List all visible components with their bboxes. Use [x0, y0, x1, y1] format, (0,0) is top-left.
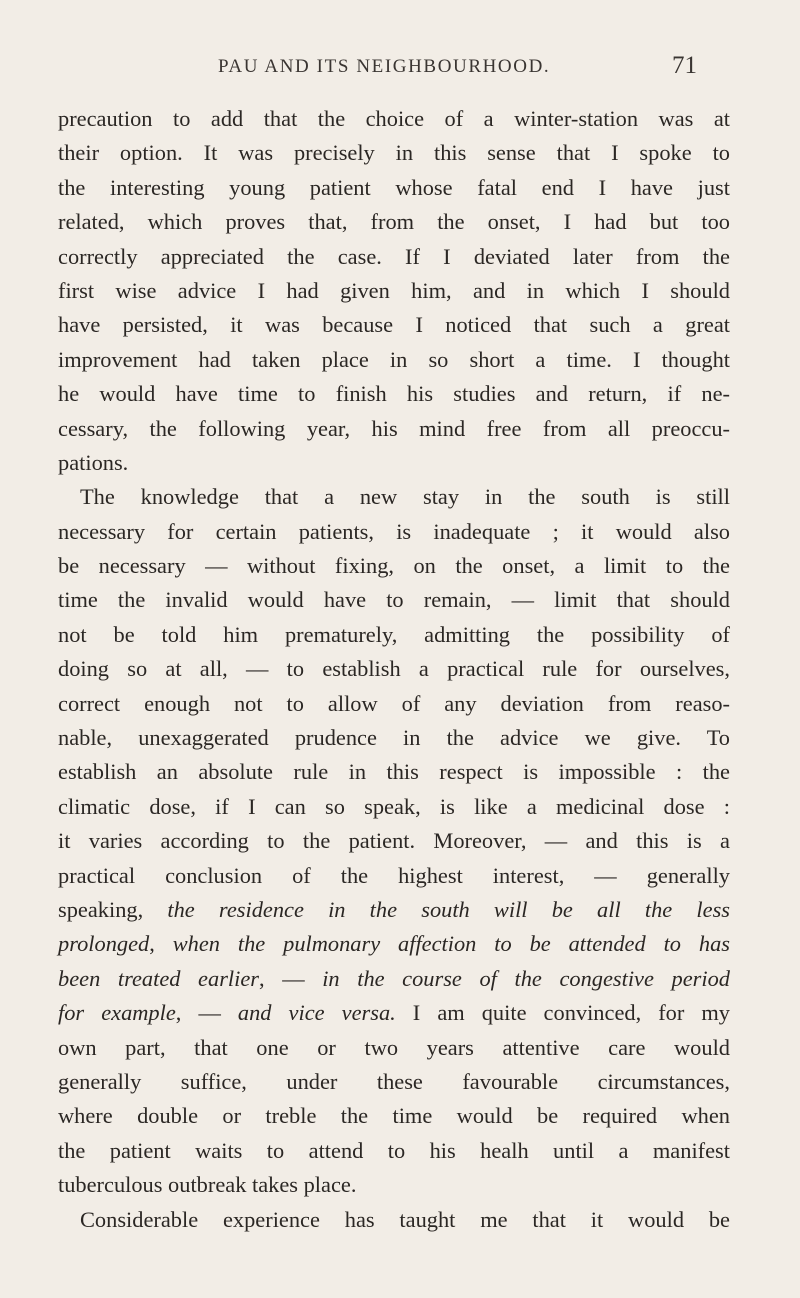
- text-segment: the patient waits to attend to his healh until a manifest: [58, 1137, 730, 1163]
- italic-text: prolonged: [58, 931, 150, 957]
- text-segment: , —: [175, 1000, 238, 1026]
- text-line: [58, 755, 730, 789]
- text-segment: speaking,: [58, 896, 168, 922]
- text-line: [58, 515, 730, 549]
- text-segment: the interesting young patient whose fatal end I have just: [58, 174, 730, 200]
- text-segment: doing so at all, — to establish a practical rule for ourselves,: [58, 656, 730, 682]
- text-segment: correctly appreciated the case. If I deviated later from the: [58, 243, 730, 269]
- text-line: [58, 1203, 730, 1237]
- text-line: [58, 343, 730, 377]
- text-line: [58, 377, 730, 411]
- text-segment: , —: [259, 965, 323, 991]
- italic-text: for example: [58, 1000, 176, 1026]
- text-segment: first wise advice I had given him, and in which I should: [58, 277, 730, 303]
- text-segment: ,: [149, 931, 173, 957]
- text-line: [58, 1099, 730, 1133]
- italic-text: when the pulmonary affection to be attended to has: [172, 931, 730, 957]
- text-line: [58, 274, 730, 308]
- text-line: [58, 687, 730, 721]
- text-segment: their option. It was precisely in this sense that I spoke to: [58, 140, 730, 166]
- text-line: [58, 790, 730, 824]
- italic-text: been treated earlier: [58, 965, 259, 991]
- page-number: 71: [672, 52, 697, 79]
- running-title: PAU AND ITS NEIGHBOURHOOD.: [218, 56, 551, 77]
- text-line: [58, 308, 730, 342]
- text-line: [58, 102, 730, 136]
- text-line: [58, 618, 730, 652]
- text-line: [58, 1065, 730, 1099]
- text-line: [58, 859, 730, 893]
- text-line: [58, 549, 730, 583]
- text-line: [58, 446, 730, 480]
- text-line: [58, 171, 730, 205]
- text-segment: where double or treble the time would be required when: [58, 1103, 730, 1129]
- text-segment: related, which proves that, from the onset, I had but too: [58, 209, 730, 235]
- text-segment: precaution to add that the choice of a winter-station was at: [58, 106, 730, 131]
- body-text: [58, 102, 730, 1237]
- text-line: [58, 1134, 730, 1168]
- text-segment: establish an absolute rule in this respect is impossible : the: [58, 759, 730, 785]
- text-line: [58, 996, 730, 1030]
- italic-text: in the course of the congestive period: [322, 965, 730, 991]
- text-segment: correct enough not to allow of any deviation from reaso-: [58, 690, 730, 716]
- text-line: [58, 927, 730, 961]
- text-line: [58, 412, 730, 446]
- text-segment: necessary for certain patients, is inadequate ; it would also: [58, 518, 730, 544]
- text-segment: generally suffice, under these favourable circumstances,: [58, 1068, 730, 1094]
- text-line: [58, 1168, 730, 1202]
- text-segment: it varies according to the patient. Moreover, — and this is a: [58, 828, 730, 854]
- text-segment: have persisted, it was because I noticed that such a great: [58, 312, 730, 338]
- text-line: [58, 652, 730, 686]
- text-line: [58, 1031, 730, 1065]
- text-segment: The knowledge that a new stay in the south is still: [80, 484, 730, 510]
- text-line: [58, 824, 730, 858]
- text-segment: pations.: [58, 449, 129, 475]
- text-segment: not be told him prematurely, admitting the possibility of: [58, 621, 730, 647]
- text-segment: improvement had taken place in so short a time. I thought: [58, 346, 730, 372]
- page-header: [0, 52, 800, 92]
- text-line: [58, 480, 730, 514]
- text-line: [58, 962, 730, 996]
- text-segment: Considerable experience has taught me that it would be: [80, 1206, 730, 1232]
- text-segment: own part, that one or two years attentive care would: [58, 1034, 730, 1060]
- text-segment: be necessary — without fixing, on the onset, a limit to the: [58, 553, 730, 579]
- text-segment: I am quite convinced, for my: [395, 1000, 731, 1026]
- text-segment: tuberculous outbreak takes place.: [58, 1172, 357, 1198]
- italic-text: and vice versa.: [237, 1000, 396, 1026]
- text-line: [58, 240, 730, 274]
- text-line: [58, 583, 730, 617]
- text-segment: time the invalid would have to remain, — limit that should: [58, 587, 730, 613]
- text-line: [58, 893, 730, 927]
- text-segment: practical conclusion of the highest interest, — generally: [58, 862, 730, 888]
- text-line: [58, 136, 730, 170]
- text-line: [58, 205, 730, 239]
- italic-text: the residence in the south will be all the less: [167, 896, 730, 922]
- text-segment: cessary, the following year, his mind free from all preoccu-: [58, 415, 730, 441]
- text-segment: climatic dose, if I can so speak, is like a medicinal dose :: [58, 793, 730, 819]
- text-line: [58, 721, 730, 755]
- text-segment: he would have time to finish his studies and return, if ne-: [58, 381, 730, 407]
- text-segment: nable, unexaggerated prudence in the advice we give. To: [58, 725, 730, 751]
